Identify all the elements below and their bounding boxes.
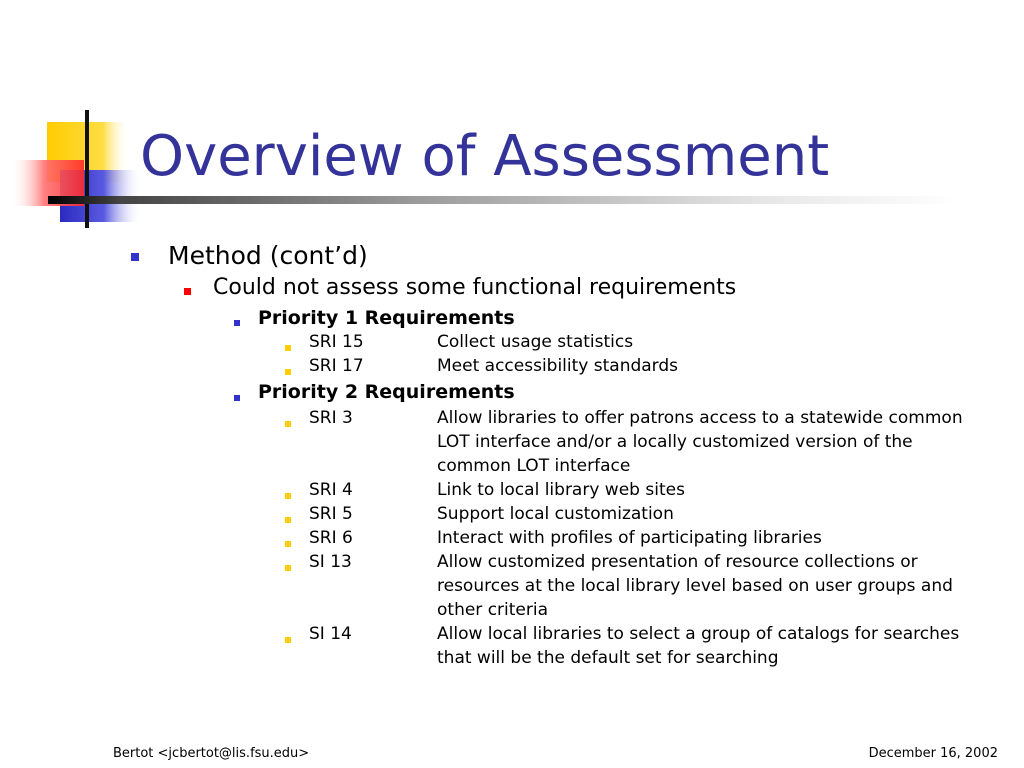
bullet-level3 xyxy=(234,320,240,326)
deco-vertical-line xyxy=(85,110,89,228)
bullet-level4 xyxy=(285,345,291,351)
bullet-level4 xyxy=(285,493,291,499)
req-description: Collect usage statistics xyxy=(437,332,634,352)
req-description: Allow customized presentation of resource collections or resources at the local library level based on user groups and other criteria xyxy=(437,552,953,620)
req-code: SI 14 xyxy=(309,624,352,644)
req-code: SRI 15 xyxy=(309,332,364,352)
priority1-heading: Priority 1 Requirements xyxy=(258,307,515,329)
priority2-heading: Priority 2 Requirements xyxy=(258,381,515,403)
req-description: Allow libraries to offer patrons access to a statewide common LOT interface and/or a locally customized version of the common LOT interface xyxy=(437,408,963,476)
bullet-method: Method (cont’d) xyxy=(168,241,368,270)
req-code: SRI 17 xyxy=(309,356,364,376)
title-underline xyxy=(48,196,960,204)
req-description: Interact with profiles of participating libraries xyxy=(437,528,822,548)
bullet-level4 xyxy=(285,517,291,523)
bullet-level2 xyxy=(184,288,191,295)
req-code: SRI 6 xyxy=(309,528,353,548)
bullet-level3 xyxy=(234,395,240,401)
req-code: SRI 4 xyxy=(309,480,353,500)
title-decoration xyxy=(0,0,160,240)
req-code: SI 13 xyxy=(309,552,352,572)
req-code: SRI 5 xyxy=(309,504,353,524)
bullet-level4 xyxy=(285,565,291,571)
req-description: Allow local libraries to select a group of catalogs for searches that will be the default set for searching xyxy=(437,624,960,668)
bullet-level1 xyxy=(131,253,139,261)
bullet-level4 xyxy=(285,421,291,427)
req-description: Support local customization xyxy=(437,504,674,524)
slide-title: Overview of Assessment xyxy=(140,124,830,189)
bullet-could-not-assess: Could not assess some functional requirements xyxy=(213,275,737,300)
req-code: SRI 3 xyxy=(309,408,353,428)
bullet-level4 xyxy=(285,637,291,643)
footer-date: December 16, 2002 xyxy=(868,746,998,761)
req-description: Meet accessibility standards xyxy=(437,356,679,376)
bullet-level4 xyxy=(285,369,291,375)
bullet-level4 xyxy=(285,541,291,547)
req-description: Link to local library web sites xyxy=(437,480,685,500)
footer-author: Bertot <jcbertot@lis.fsu.edu> xyxy=(113,746,310,761)
